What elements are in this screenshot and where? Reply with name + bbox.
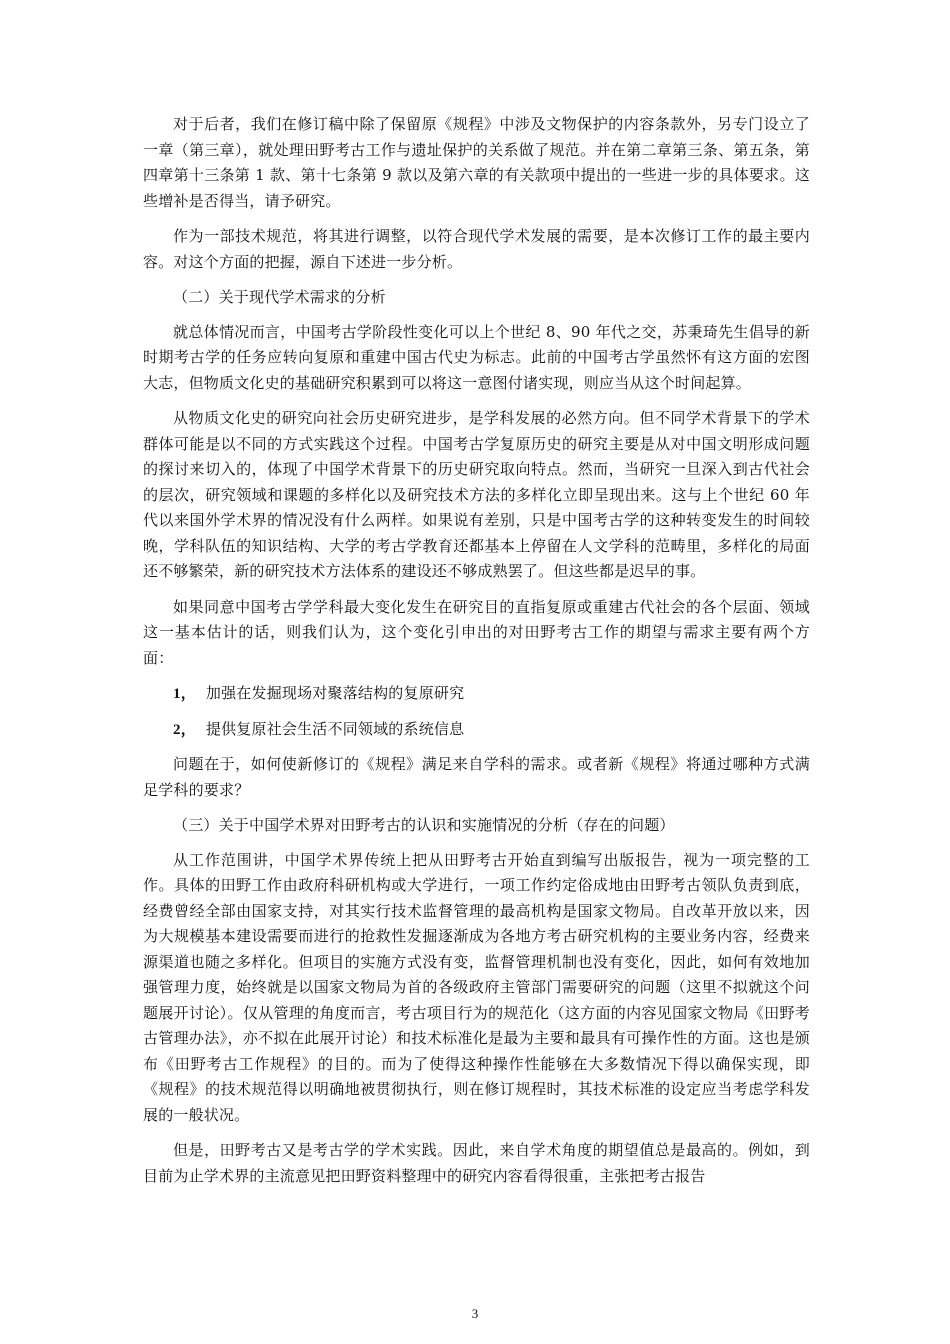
paragraph-5: 如果同意中国考古学学科最大变化发生在研究目的直指复原或重建古代社会的各个层面、领域这一基本估计的话，则我们认为，这个变化引申出的对田野考古工作的期望与需求主要有两个方面：	[143, 597, 810, 667]
list-item-2-text: 提供复原社会生活不同领域的系统信息	[205, 719, 465, 738]
paragraph-4: 从物质文化史的研究向社会历史研究进步，是学科发展的必然方向。但不同学术背景下的学术群体可能是以不同的方式实践这个过程。中国考古学复原历史的研究主要是从对中国文明形成问题的探讨来切入的，体现了中国学术背景下的历史研究取向特点。然而，当研究一旦深入到古代社会的层次，研究领域和课题的多样化以及研究技术方法的多样化立即呈现出来。这与上个世纪 60 年代以来国外学术界的情况没有什么两样。如果说有差别，只是中国考古学的这种转变发生的时间较晚，学科队伍的知识结构、大学的考古学教育还都基本上停留在人文学科的范畴里，多样化的局面还不够繁荣，新的研究技术方法体系的建设还不够成熟罢了。但这些都是迟早的事。	[143, 409, 810, 580]
paragraph-1: 对于后者，我们在修订稿中除了保留原《规程》中涉及文物保护的内容条款外，另专门设立了一章（第三章），就处理田野考古工作与遗址保护的关系做了规范。并在第二章第三条、第五条，第四章第十三条第 1 款、第十七条第 9 款以及第六章的有关款项中提出的一些进一步的具体要求。这些增补是否得当，请予研究。	[143, 115, 810, 210]
list-item-1	[143, 681, 810, 708]
paragraph-2: 作为一部技术规范，将其进行调整，以符合现代学术发展的需要，是本次修订工作的最主要内容。对这个方面的把握，源自下述进一步分析。	[143, 227, 810, 271]
section-heading-3: （三）关于中国学术界对田野考古的认识和实施情况的分析（存在的问题）	[173, 816, 675, 834]
list-item-1-text: 加强在发掘现场对聚落结构的复原研究	[205, 684, 465, 702]
list-item-1-number: 1，	[173, 686, 196, 702]
paragraph-8: 但是，田野考古又是考古学的学术实践。因此，来自学术角度的期望值总是最高的。例如，到目前为止学术界的主流意见把田野资料整理中的研究内容看得很重，主张把考古报告	[143, 1141, 810, 1185]
page-number: 3	[471, 1306, 479, 1321]
document-page	[143, 112, 810, 1199]
list-item-2	[143, 717, 810, 744]
paragraph-3: 就总体情况而言，中国考古学阶段性变化可以上个世纪 8、90 年代之交，苏秉琦先生倡导的新时期考古学的任务应转向复原和重建中国古代史为标志。此前的中国考古学虽然怀有这方面的宏图大志，但物质文化史的基础研究积累到可以将这一意图付诸实现，则应当从这个时间起算。	[143, 322, 810, 392]
section-heading-2: （二）关于现代学术需求的分析	[173, 288, 386, 306]
paragraph-7: 从工作范围讲，中国学术界传统上把从田野考古开始直到编写出版报告，视为一项完整的工作。具体的田野工作由政府科研机构或大学进行，一项工作约定俗成地由田野考古领队负责到底，经费曾经全部由国家支持，对其实行技术监督管理的最高机构是国家文物局。自改革开放以来，因为大规模基本建设需要而进行的抢救性发掘逐渐成为各地方考古研究机构的主要业务内容，经费来源渠道也随之多样化。但项目的实施方式没有变，监督管理机制也没有变化，因此，如何有效地加强管理力度，始终就是以国家文物局为首的各级政府主管部门需要研究的问题（这里不拟就这个问题展开讨论）。仅从管理的角度而言，考古项目行为的规范化（这方面的内容见国家文物局《田野考古管理办法》，亦不拟在此展开讨论）和技术标准化是最为主要和最具有可操作性的方面。这也是颁布《田野考古工作规程》的目的。而为了使得这种操作性能够在大多数情况下得以确保实现，即《规程》的技术规范得以明确地被贯彻执行，则在修订规程时，其技术标准的设定应当考虑学科发展的一般状况。	[143, 850, 810, 1124]
list-item-2-number: 2，	[173, 721, 196, 738]
paragraph-6: 问题在于，如何使新修订的《规程》满足来自学科的需求。或者新《规程》将通过哪种方式满足学科的要求？	[143, 755, 810, 799]
